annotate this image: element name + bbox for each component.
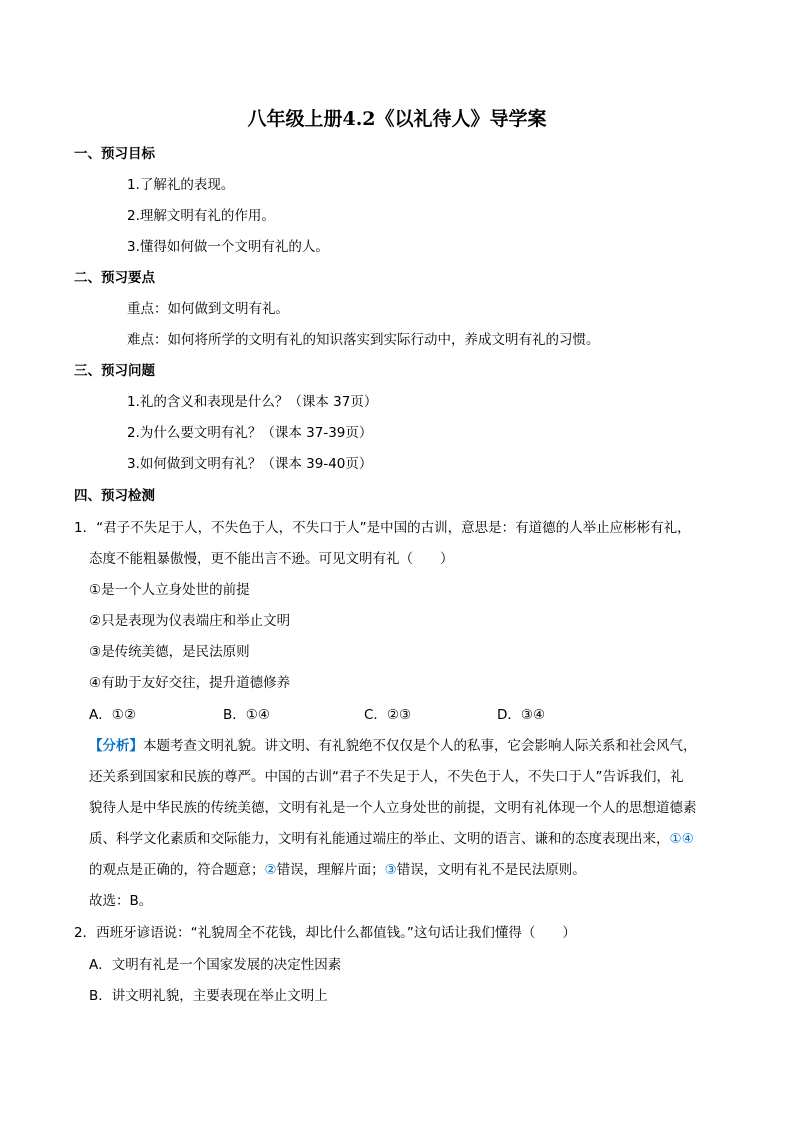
question-item: 1.礼的含义和表现是什么？（课本 37页） bbox=[127, 394, 378, 410]
key-point-item: 难点：如何将所学的文明有礼的知识落实到实际行动中，养成文明有礼的习惯。 bbox=[127, 332, 600, 348]
section-heading-goals: 一、预习目标 bbox=[74, 146, 155, 162]
q1-statement: ③是传统美德，是民法原则 bbox=[89, 644, 250, 660]
q1-stem-line: 态度不能粗暴傲慢，更不能出言不逊。可见文明有礼（ ） bbox=[89, 551, 454, 567]
section-heading-key-points: 二、预习要点 bbox=[74, 270, 155, 286]
q1-option-a: A．①② bbox=[89, 707, 136, 723]
analysis-text: 的观点是正确的，符合题意； bbox=[89, 862, 265, 878]
q1-stem-line: 1．“君子不失足于人，不失色于人，不失口于人”是中国的古训，意思是：有道德的人举止应彬彬有礼， bbox=[74, 520, 691, 536]
analysis-text: 错误，理解片面； bbox=[276, 862, 385, 878]
q1-statement: ②只是表现为仪表端庄和举止文明 bbox=[89, 613, 291, 629]
q1-analysis-line bbox=[89, 736, 697, 756]
q1-analysis-line: 还关系到国家和民族的尊严。中国的古训“君子不失足于人，不失色于人，不失口于人”告诉我们，礼 bbox=[89, 769, 684, 785]
goal-item: 3.懂得如何做一个文明有礼的人。 bbox=[127, 239, 329, 255]
question-item: 2.为什么要文明有礼？（课本 37-39页） bbox=[127, 425, 373, 441]
goal-item: 1.了解礼的表现。 bbox=[127, 177, 235, 193]
q1-option-d: D．③④ bbox=[497, 707, 546, 723]
q1-statement: ①是一个人立身处世的前提 bbox=[89, 582, 250, 598]
q2-option-b: B．讲文明礼貌，主要表现在举止文明上 bbox=[89, 988, 328, 1004]
analysis-mark: ② bbox=[264, 862, 277, 878]
q1-answer: 故选：B。 bbox=[89, 893, 153, 909]
analysis-mark: ③ bbox=[384, 862, 397, 878]
analysis-text: 质、科学文化素质和交际能力，文明有礼能通过端庄的举止、文明的语言、谦和的态度表现出来， bbox=[89, 831, 670, 847]
q2-option-a: A．文明有礼是一个国家发展的决定性因素 bbox=[89, 957, 342, 973]
analysis-tag: 【分析】 bbox=[89, 738, 143, 754]
q1-statement: ④有助于友好交往，提升道德修养 bbox=[89, 675, 291, 691]
analysis-text: 本题考查文明礼貌。讲文明、有礼貌绝不仅仅是个人的私事，它会影响人际关系和社会风气， bbox=[143, 738, 697, 754]
section-heading-check: 四、预习检测 bbox=[74, 488, 155, 504]
q1-option-b: B．①④ bbox=[223, 707, 270, 723]
section-heading-questions: 三、预习问题 bbox=[74, 363, 155, 379]
key-point-item: 重点：如何做到文明有礼。 bbox=[127, 301, 289, 317]
question-item: 3.如何做到文明有礼？（课本 39-40页） bbox=[127, 456, 373, 472]
goal-item: 2.理解文明有礼的作用。 bbox=[127, 208, 275, 224]
q1-analysis-line bbox=[89, 829, 694, 849]
q1-option-c: C．②③ bbox=[364, 707, 412, 723]
q1-analysis-line bbox=[89, 860, 586, 880]
page-title: 八年级上册4.2《以礼待人》导学案 bbox=[247, 108, 547, 130]
analysis-text: 错误，文明有礼不是民法原则。 bbox=[396, 862, 586, 878]
q2-stem: 2．西班牙谚语说：“礼貌周全不花钱，却比什么都值钱。”这句话让我们懂得（ ） bbox=[74, 925, 576, 941]
analysis-mark: ①④ bbox=[669, 831, 694, 847]
q1-analysis-line: 貌待人是中华民族的传统美德，文明有礼是一个人立身处世的前提，文明有礼体现一个人的思想道德素 bbox=[89, 800, 697, 816]
